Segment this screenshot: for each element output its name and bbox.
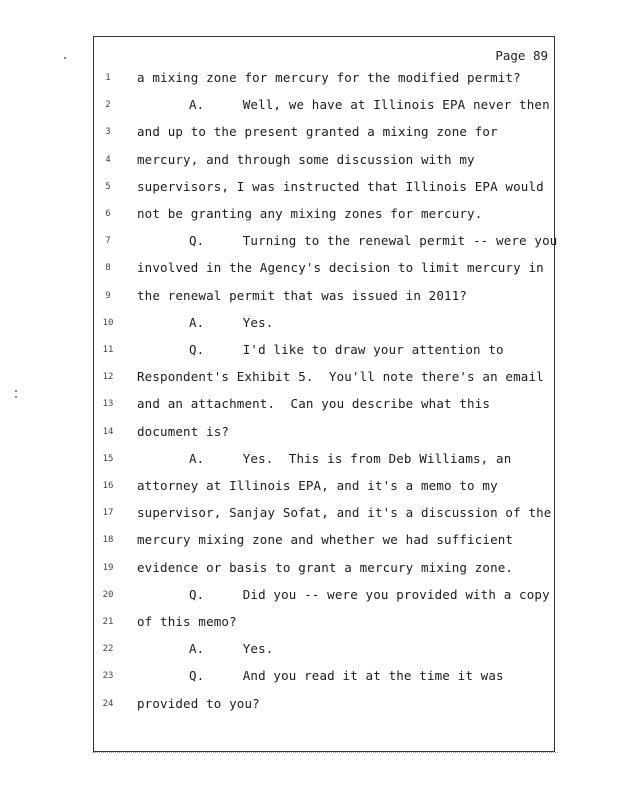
line-number: 11 (102, 345, 114, 355)
line-text: involved in the Agency's decision to limit mercury in (137, 260, 544, 276)
scan-edge-line (92, 752, 558, 756)
line-number: 21 (102, 617, 114, 627)
line-number: 3 (105, 127, 111, 138)
line-text: Q. I'd like to draw your attention to (189, 342, 504, 357)
transcript-line (0, 505, 618, 525)
line-number: 13 (102, 399, 114, 410)
scan-speck (15, 396, 17, 398)
transcript-line (0, 696, 618, 716)
line-text: mercury, and through some discussion with my (137, 151, 475, 167)
transcript-line (0, 315, 618, 335)
line-text: supervisors, I was instructed that Illinois EPA would (137, 178, 544, 194)
line-text: of this memo? (137, 614, 237, 629)
line-text: A. Well, we have at Illinois EPA never then (189, 97, 550, 113)
transcript-line (0, 424, 618, 444)
line-text: provided to you? (137, 695, 260, 711)
transcript-line (0, 451, 618, 471)
line-text: evidence or basis to grant a mercury mixing zone. (137, 559, 514, 575)
line-number: 19 (102, 562, 114, 573)
transcript-line (0, 70, 618, 90)
line-text: Respondent's Exhibit 5. You'll note there's an email (137, 369, 544, 385)
line-text: A. Yes. This is from Deb Williams, an (189, 450, 512, 466)
line-text: a mixing zone for mercury for the modified permit? (137, 70, 521, 85)
transcript-line (0, 288, 618, 308)
line-number: 9 (105, 290, 111, 301)
line-number: 1 (105, 73, 111, 83)
transcript-line (0, 587, 618, 607)
transcript-line (0, 369, 618, 389)
line-number: 7 (105, 236, 111, 247)
transcript-line (0, 152, 618, 172)
transcript-line (0, 260, 618, 280)
line-number: 10 (102, 317, 114, 328)
line-text: supervisor, Sanjay Sofat, and it's a discussion of the (137, 505, 552, 521)
line-number: 2 (105, 100, 111, 111)
line-text: Q. Turning to the renewal permit -- were you (189, 233, 558, 249)
line-text: document is? (137, 423, 230, 439)
line-text: attorney at Illinois EPA, and it's a memo to my (137, 478, 498, 493)
transcript-line (0, 478, 618, 498)
line-number: 24 (102, 698, 114, 709)
line-number: 6 (105, 209, 111, 219)
line-number: 22 (102, 644, 114, 655)
transcript-line (0, 97, 618, 117)
line-text: the renewal permit that was issued in 2011? (137, 287, 468, 303)
transcript-line (0, 560, 618, 580)
line-number: 18 (102, 535, 114, 546)
transcript-line (0, 532, 618, 552)
transcript-line (0, 614, 618, 634)
line-text: and an attachment. Can you describe what this (137, 396, 491, 412)
line-number: 17 (102, 508, 114, 519)
transcript-line (0, 124, 618, 144)
line-number: 5 (105, 181, 111, 192)
scan-speck (15, 390, 17, 392)
line-text: A. Yes. (189, 314, 274, 330)
line-number: 8 (105, 263, 111, 274)
transcript-line (0, 233, 618, 253)
page-number: Page 89 (495, 48, 548, 63)
line-number: 4 (105, 154, 111, 165)
transcript-line (0, 396, 618, 416)
scan-speck (64, 57, 66, 59)
line-text: and up to the present granted a mixing zone for (137, 124, 498, 140)
line-text: Q. And you read it at the time it was (189, 668, 504, 684)
line-number: 14 (102, 426, 114, 437)
line-number: 12 (102, 372, 114, 383)
line-number: 15 (102, 453, 114, 464)
transcript-line (0, 179, 618, 199)
line-number: 16 (102, 481, 114, 491)
transcript-line (0, 668, 618, 688)
line-text: Q. Did you -- were you provided with a copy (189, 586, 550, 602)
line-text: mercury mixing zone and whether we had sufficient (137, 532, 514, 548)
line-text: not be granting any mixing zones for mercury. (137, 206, 483, 221)
transcript-line (0, 206, 618, 226)
transcript-line (0, 342, 618, 362)
line-text: A. Yes. (189, 641, 274, 657)
line-number: 23 (102, 671, 114, 682)
line-number: 20 (102, 589, 114, 600)
transcript-line (0, 641, 618, 661)
